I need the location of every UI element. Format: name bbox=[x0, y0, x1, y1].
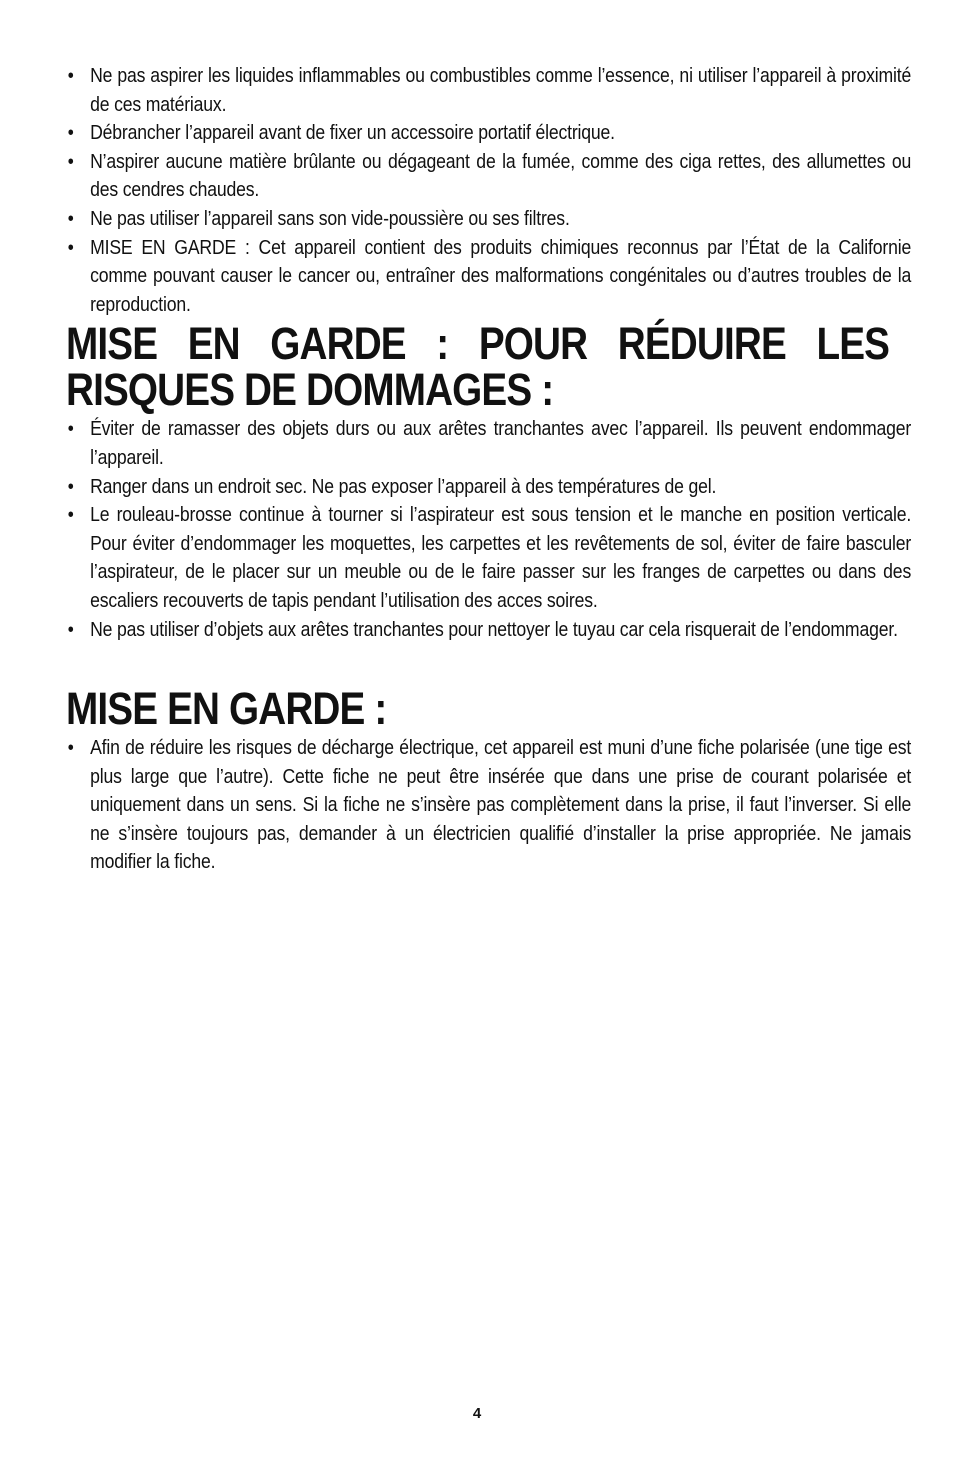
list-item-text: Débrancher l’appareil avant de fixer un accessoire portatif électrique. bbox=[90, 121, 615, 145]
list-item bbox=[66, 473, 911, 502]
list-item bbox=[66, 205, 911, 234]
list-item-text: Ne pas utiliser l’appareil sans son vide-poussière ou ses filtres. bbox=[90, 206, 570, 230]
list-item-text: Ne pas utiliser d’objets aux arêtes tranchantes pour nettoyer le tuyau car cela risquerait de l’endommager. bbox=[90, 617, 898, 641]
list-item bbox=[66, 616, 911, 645]
list-item-text: Ne pas aspirer les liquides inflammables ou combustibles comme l’essence, ni utiliser l’appareil à proximité de ces matériaux. bbox=[90, 64, 912, 116]
list-item-text: N’aspirer aucune matière brûlante ou dégageant de la fumée, comme des ciga rettes, des allumettes ou des cendres chaudes. bbox=[90, 149, 912, 202]
list-item bbox=[66, 501, 911, 615]
heading-line-2: RISQUES DE DOMMAGES : bbox=[66, 364, 554, 416]
bullet-icon: • bbox=[67, 236, 74, 259]
list-item-text: Afin de réduire les risques de décharge électrique, cet appareil est muni d’une fiche polarisée (une tige est plus large que l’autre). Cette fiche ne peut être insérée que dans une prise de courant polarisée et uniquement dans un sens. Si la fiche ne s’insère pas complètement dans la prise, il faut l’inverser. Si elle ne s’insère toujours pas, demander à un électricien qualifié d’installer la prise appropriée. Ne jamais modifier la fiche. bbox=[90, 736, 912, 874]
list-item-text: Le rouleau-brosse continue à tourner si l’aspirateur est sous tension et le manche en position verticale. Pour éviter d’endommager les moquettes, les carpettes et les revêtements de sol, éviter de faire basculer l’aspirateur, de le placer sur un meuble ou de le faire passer sur les franges de carpettes ou dans des escaliers recouverts de tapis pendant l’utilisation des acces soires. bbox=[90, 503, 912, 612]
list-item-text: Ranger dans un endroit sec. Ne pas exposer l’appareil à des températures de gel. bbox=[90, 474, 717, 498]
list-item bbox=[66, 415, 911, 472]
bullet-icon: • bbox=[67, 122, 74, 145]
bullet-icon: • bbox=[67, 65, 74, 87]
section-heading-dommages bbox=[66, 318, 890, 416]
section-heading-mise-en-garde: MISE EN GARDE : bbox=[66, 683, 387, 735]
safety-list-3 bbox=[66, 734, 912, 877]
bullet-icon: • bbox=[67, 618, 74, 641]
bullet-icon: • bbox=[67, 737, 74, 760]
list-item bbox=[66, 148, 911, 205]
list-item bbox=[66, 234, 911, 320]
page-content bbox=[66, 62, 912, 877]
bullet-icon: • bbox=[67, 418, 74, 441]
bullet-icon: • bbox=[67, 504, 74, 527]
bullet-icon: • bbox=[67, 150, 74, 173]
list-item-text: MISE EN GARDE : Cet appareil contient des produits chimiques reconnus par l’État de la Californie comme pouvant causer le cancer ou, entraîner des malformations congénitales ou d’autres troubles de la reproduction. bbox=[90, 235, 912, 316]
safety-list-2 bbox=[66, 415, 912, 644]
bullet-icon: • bbox=[67, 207, 74, 230]
bullet-icon: • bbox=[67, 475, 74, 498]
list-item-text: Éviter de ramasser des objets durs ou aux arêtes tranchantes avec l’appareil. Ils peuvent endommager l’appareil. bbox=[90, 417, 912, 469]
list-item bbox=[66, 62, 911, 119]
page-number: 4 bbox=[472, 1405, 482, 1422]
list-item bbox=[66, 734, 911, 877]
list-item bbox=[66, 119, 911, 148]
heading-line-1: MISE EN GARDE : POUR RÉDUIRE LES bbox=[66, 318, 890, 370]
safety-list-1 bbox=[66, 62, 912, 319]
